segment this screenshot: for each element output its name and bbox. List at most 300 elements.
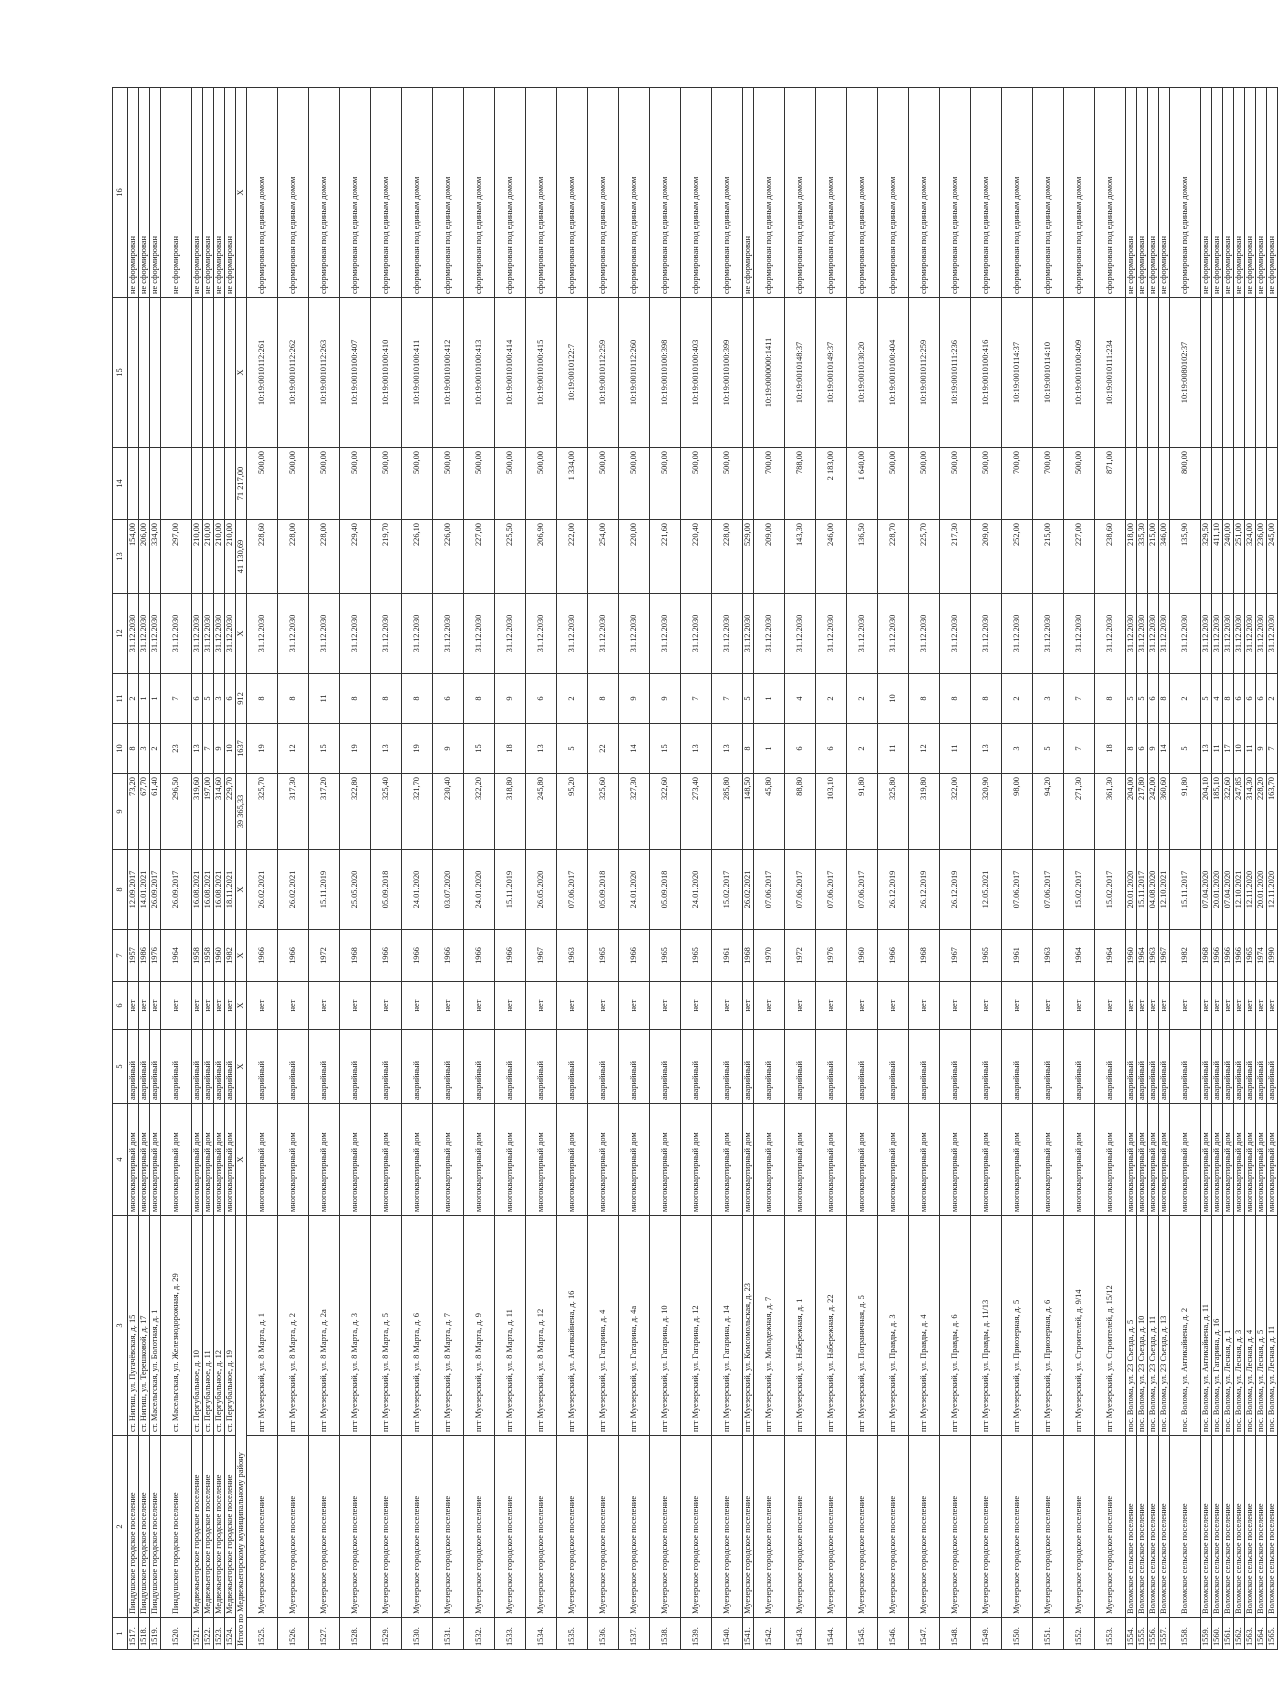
table-cell: 31.12.2030 bbox=[816, 594, 847, 674]
table-cell: 7 bbox=[161, 674, 192, 724]
table-cell: 500,00 bbox=[371, 448, 402, 520]
table-cell: аварийный bbox=[619, 1030, 650, 1104]
table-cell: аварийный bbox=[247, 1030, 278, 1104]
table-cell: Муезерское городское поселение bbox=[940, 1436, 971, 1618]
table-cell: 8 bbox=[909, 674, 940, 724]
table-cell: 210,00 bbox=[203, 520, 214, 594]
table-cell bbox=[192, 298, 203, 448]
table-cell: 1960 bbox=[847, 930, 878, 982]
table-cell: многоквартирный дом bbox=[495, 1104, 526, 1216]
rotated-register-page bbox=[112, 88, 1276, 1650]
table-cell: Муезерское городское поселение bbox=[1033, 1436, 1064, 1618]
table-cell: 1972 bbox=[785, 930, 816, 982]
table-cell bbox=[1245, 298, 1256, 448]
table-cell: аварийный bbox=[557, 1030, 588, 1104]
table-cell: 26.09.2017 bbox=[161, 850, 192, 930]
table-cell: X bbox=[236, 88, 247, 298]
table-cell: 07.06.2017 bbox=[754, 850, 785, 930]
table-cell: 1547. bbox=[909, 1618, 940, 1650]
table-cell: 31.12.2030 bbox=[526, 594, 557, 674]
table-row bbox=[909, 88, 940, 1650]
table-cell: многоквартирный дом bbox=[526, 1104, 557, 1216]
table-cell: 10 bbox=[878, 674, 909, 724]
table-cell: пгт Муезерский, ул. Гагарина, д. 10 bbox=[650, 1216, 681, 1436]
table-row bbox=[754, 88, 785, 1650]
table-cell: 1967 bbox=[1159, 930, 1170, 982]
table-cell: пос. Волома, ул. Лесная, д. 3 bbox=[1234, 1216, 1245, 1436]
table-cell: Воломское сельское поселение bbox=[1267, 1436, 1278, 1618]
table-cell: 361,30 bbox=[1095, 774, 1126, 850]
table-cell: 1551. bbox=[1033, 1618, 1064, 1650]
table-cell: 317,30 bbox=[278, 774, 309, 850]
table-cell: 1526. bbox=[278, 1618, 309, 1650]
table-cell: 31.12.2030 bbox=[847, 594, 878, 674]
table-cell: 31.12.2030 bbox=[1095, 594, 1126, 674]
table-cell: аварийный bbox=[1267, 1030, 1278, 1104]
table-cell: 1964 bbox=[1095, 930, 1126, 982]
table-cell: 500,00 bbox=[526, 448, 557, 520]
table-cell: 10:19:0010114:10 bbox=[1033, 298, 1064, 448]
table-cell: 1555. bbox=[1137, 1618, 1148, 1650]
table-cell: не сформирован bbox=[1256, 88, 1267, 298]
table-cell: пгт Муезерский, ул. 8 Марта, д. 9 bbox=[464, 1216, 495, 1436]
table-cell: многоквартирный дом bbox=[971, 1104, 1002, 1216]
table-cell: 6 bbox=[526, 674, 557, 724]
table-cell: пгт Муезерский, ул. Гагарина, д. 4а bbox=[619, 1216, 650, 1436]
table-cell: 6 bbox=[225, 674, 236, 724]
table-cell: 31.12.2030 bbox=[909, 594, 940, 674]
table-row bbox=[1095, 88, 1126, 1650]
table-cell: 91,80 bbox=[847, 774, 878, 850]
table-cell: не сформирован bbox=[1212, 88, 1223, 298]
table-cell: 31.12.2030 bbox=[1223, 594, 1234, 674]
table-cell: 1517. bbox=[128, 1618, 139, 1650]
table-cell: аварийный bbox=[139, 1030, 150, 1104]
table-cell: 1966 bbox=[1234, 930, 1245, 982]
table-cell: 228,20 bbox=[1256, 774, 1267, 850]
table-row bbox=[743, 88, 754, 1650]
table-cell: нет bbox=[1126, 982, 1137, 1030]
table-cell: 31.12.2030 bbox=[1234, 594, 1245, 674]
table-cell: 26.02.2021 bbox=[278, 850, 309, 930]
table-cell: X bbox=[236, 298, 247, 448]
table-cell bbox=[139, 298, 150, 448]
table-cell: нет bbox=[557, 982, 588, 1030]
table-cell: не сформирован bbox=[214, 88, 225, 298]
table-cell: 9 bbox=[650, 674, 681, 724]
table-cell: аварийный bbox=[464, 1030, 495, 1104]
table-cell: 1554. bbox=[1126, 1618, 1137, 1650]
table-cell: 1965 bbox=[681, 930, 712, 982]
table-cell: 10:19:0010100:399 bbox=[712, 298, 743, 448]
table-cell: 10:19:0010112:259 bbox=[588, 298, 619, 448]
table-cell: Пиндушское городское поселение bbox=[161, 1436, 192, 1618]
table-cell: 1982 bbox=[225, 930, 236, 982]
column-number-1: 1 bbox=[113, 1618, 128, 1650]
table-cell: 204,00 bbox=[1126, 774, 1137, 850]
table-cell: 05.09.2018 bbox=[588, 850, 619, 930]
table-cell: 31.12.2030 bbox=[247, 594, 278, 674]
table-cell: 788,00 bbox=[785, 448, 816, 520]
table-cell: 1 bbox=[754, 724, 785, 774]
table-cell: многоквартирный дом bbox=[650, 1104, 681, 1216]
table-cell bbox=[1234, 448, 1245, 520]
table-cell: нет bbox=[340, 982, 371, 1030]
table-cell: аварийный bbox=[309, 1030, 340, 1104]
table-cell: X bbox=[236, 930, 247, 982]
table-cell: Медвежьегорское городское поселение bbox=[192, 1436, 203, 1618]
table-cell: 31.12.2030 bbox=[495, 594, 526, 674]
table-cell: пгт Муезерский, ул. Антикайнена, д. 16 bbox=[557, 1216, 588, 1436]
table-cell: 1520. bbox=[161, 1618, 192, 1650]
table-cell: Муезерское городское поселение bbox=[785, 1436, 816, 1618]
table-cell: аварийный bbox=[878, 1030, 909, 1104]
table-cell: 322,60 bbox=[1223, 774, 1234, 850]
table-cell: сформирован под единым домом bbox=[681, 88, 712, 298]
table-cell: пос. Волома, ул. 23 Съезда, д. 10 bbox=[1137, 1216, 1148, 1436]
table-row bbox=[847, 88, 878, 1650]
table-cell bbox=[1201, 298, 1212, 448]
table-cell: сформирован под единым домом bbox=[1095, 88, 1126, 298]
table-cell: 20.01.2020 bbox=[1256, 850, 1267, 930]
table-cell: 1559. bbox=[1201, 1618, 1212, 1650]
table-cell: сформирован под единым домом bbox=[909, 88, 940, 298]
table-cell: многоквартирный дом bbox=[214, 1104, 225, 1216]
table-cell: многоквартирный дом bbox=[192, 1104, 203, 1216]
table-cell: 1540. bbox=[712, 1618, 743, 1650]
table-cell: 1536. bbox=[588, 1618, 619, 1650]
table-cell: 10:19:0010100:415 bbox=[526, 298, 557, 448]
table-cell: не сформирован bbox=[1148, 88, 1159, 298]
table-cell: 1637 bbox=[236, 724, 247, 774]
table-cell: 24.01.2020 bbox=[464, 850, 495, 930]
table-cell: не сформирован bbox=[139, 88, 150, 298]
table-cell: 2 bbox=[1267, 674, 1278, 724]
table-cell: 8 bbox=[743, 724, 754, 774]
table-cell: 1967 bbox=[940, 930, 971, 982]
table-cell: нет bbox=[214, 982, 225, 1030]
table-cell: аварийный bbox=[847, 1030, 878, 1104]
table-cell: многоквартирный дом bbox=[1223, 1104, 1234, 1216]
table-cell: многоквартирный дом bbox=[785, 1104, 816, 1216]
table-cell: сформирован под единым домом bbox=[526, 88, 557, 298]
table-cell: 13 bbox=[371, 724, 402, 774]
table-cell: Муезерское городское поселение bbox=[847, 1436, 878, 1618]
table-cell: 31.12.2030 bbox=[225, 594, 236, 674]
table-cell: многоквартирный дом bbox=[1170, 1104, 1201, 1216]
table-cell: 10:19:0010114:37 bbox=[1002, 298, 1033, 448]
table-cell: 3 bbox=[1033, 674, 1064, 724]
table-cell bbox=[203, 298, 214, 448]
table-cell: многоквартирный дом bbox=[754, 1104, 785, 1216]
table-cell: 1523. bbox=[214, 1618, 225, 1650]
table-cell: нет bbox=[247, 982, 278, 1030]
table-cell bbox=[1137, 298, 1148, 448]
table-cell: 07.06.2017 bbox=[557, 850, 588, 930]
table-cell: 31.12.2030 bbox=[1201, 594, 1212, 674]
table-cell: многоквартирный дом bbox=[340, 1104, 371, 1216]
column-number-8: 8 bbox=[113, 850, 128, 930]
table-cell: 324,00 bbox=[1245, 520, 1256, 594]
table-cell: 210,00 bbox=[192, 520, 203, 594]
table-cell: 1965 bbox=[650, 930, 681, 982]
table-cell: сформирован под единым домом bbox=[1002, 88, 1033, 298]
table-cell: 1961 bbox=[1002, 930, 1033, 982]
table-cell: Муезерское городское поселение bbox=[878, 1436, 909, 1618]
table-row bbox=[681, 88, 712, 1650]
table-cell: 07.06.2017 bbox=[816, 850, 847, 930]
table-cell: 103,10 bbox=[816, 774, 847, 850]
table-cell: Муезерское городское поселение bbox=[816, 1436, 847, 1618]
table-cell: пгт Муезерский, ул. 8 Марта, д. 2а bbox=[309, 1216, 340, 1436]
table-cell: X bbox=[236, 594, 247, 674]
table-cell: 07.06.2017 bbox=[1033, 850, 1064, 930]
table-cell: 26.02.2021 bbox=[247, 850, 278, 930]
table-cell: 31.12.2030 bbox=[278, 594, 309, 674]
table-cell: нет bbox=[309, 982, 340, 1030]
table-cell: 1539. bbox=[681, 1618, 712, 1650]
table-cell: 1968 bbox=[1201, 930, 1212, 982]
table-cell: многоквартирный дом bbox=[940, 1104, 971, 1216]
table-cell: нет bbox=[847, 982, 878, 1030]
table-cell: многоквартирный дом bbox=[557, 1104, 588, 1216]
table-cell: пгт Муезерский, ул. Приозерная, д. 5 bbox=[1002, 1216, 1033, 1436]
table-cell: многоквартирный дом bbox=[909, 1104, 940, 1216]
table-cell: 135,90 bbox=[1170, 520, 1201, 594]
table-row bbox=[203, 88, 214, 1650]
table-cell: Муезерское городское поселение bbox=[433, 1436, 464, 1618]
table-cell: 1986 bbox=[139, 930, 150, 982]
table-cell: пгт Муезерский, ул. Набережная, д. 1 bbox=[785, 1216, 816, 1436]
table-cell: 1968 bbox=[743, 930, 754, 982]
table-row bbox=[1126, 88, 1137, 1650]
table-cell: нет bbox=[1148, 982, 1159, 1030]
table-cell: 204,10 bbox=[1201, 774, 1212, 850]
table-cell: не сформирован bbox=[1223, 88, 1234, 298]
table-cell: 31.12.2030 bbox=[557, 594, 588, 674]
table-row bbox=[1234, 88, 1245, 1650]
table-cell bbox=[1126, 298, 1137, 448]
table-cell: сформирован под единым домом bbox=[816, 88, 847, 298]
table-cell: 1966 bbox=[878, 930, 909, 982]
table-cell: 4 bbox=[785, 674, 816, 724]
table-cell: 31.12.2030 bbox=[340, 594, 371, 674]
table-cell: не сформирован bbox=[225, 88, 236, 298]
table-cell: 8 bbox=[247, 674, 278, 724]
table-cell: аварийный bbox=[1170, 1030, 1201, 1104]
table-cell: 500,00 bbox=[340, 448, 371, 520]
table-cell: Муезерское городское поселение bbox=[650, 1436, 681, 1618]
table-cell: аварийный bbox=[150, 1030, 161, 1104]
table-cell: аварийный bbox=[203, 1030, 214, 1104]
table-cell: 1530. bbox=[402, 1618, 433, 1650]
table-cell: 22 bbox=[588, 724, 619, 774]
table-cell: 31.12.2030 bbox=[128, 594, 139, 674]
table-row bbox=[150, 88, 161, 1650]
table-cell: 26.12.2019 bbox=[909, 850, 940, 930]
table-cell: 16.08.2021 bbox=[214, 850, 225, 930]
column-number-6: 6 bbox=[113, 982, 128, 1030]
table-cell: аварийный bbox=[192, 1030, 203, 1104]
table-cell: нет bbox=[526, 982, 557, 1030]
table-cell: 12 bbox=[278, 724, 309, 774]
table-cell: ст. Масельгская, ул. Болотная, д. 1 bbox=[150, 1216, 161, 1436]
table-cell: сформирован под единым домом bbox=[278, 88, 309, 298]
table-cell: 15.11.2019 bbox=[495, 850, 526, 930]
table-row bbox=[878, 88, 909, 1650]
table-cell: 26.02.2021 bbox=[743, 850, 754, 930]
table-cell: аварийный bbox=[909, 1030, 940, 1104]
table-cell: Пиндушское городское поселение bbox=[128, 1436, 139, 1618]
table-cell: 10:19:0010100:398 bbox=[650, 298, 681, 448]
table-cell: 500,00 bbox=[712, 448, 743, 520]
table-cell: Муезерское городское поселение bbox=[588, 1436, 619, 1618]
table-cell: 1967 bbox=[526, 930, 557, 982]
table-row bbox=[214, 88, 225, 1650]
table-cell: 31.12.2030 bbox=[712, 594, 743, 674]
table-cell: 500,00 bbox=[464, 448, 495, 520]
table-cell: пос. Волома, ул. Лесная, д. 4 bbox=[1245, 1216, 1256, 1436]
table-cell: нет bbox=[1212, 982, 1223, 1030]
table-cell: 222,00 bbox=[557, 520, 588, 594]
table-cell: 1972 bbox=[309, 930, 340, 982]
table-cell: 500,00 bbox=[940, 448, 971, 520]
table-cell: Воломское сельское поселение bbox=[1137, 1436, 1148, 1618]
table-cell: 9 bbox=[214, 724, 225, 774]
table-cell: 11 bbox=[309, 674, 340, 724]
table-cell: 325,70 bbox=[247, 774, 278, 850]
table-cell: 88,80 bbox=[785, 774, 816, 850]
table-cell: 242,00 bbox=[1148, 774, 1159, 850]
table-cell: 13 bbox=[712, 724, 743, 774]
table-cell bbox=[128, 298, 139, 448]
table-cell: многоквартирный дом bbox=[1201, 1104, 1212, 1216]
table-cell: 245,00 bbox=[1267, 520, 1278, 594]
table-cell: 5 bbox=[1033, 724, 1064, 774]
table-cell: 31.12.2030 bbox=[214, 594, 225, 674]
table-cell: пос. Волома, ул. 23 Съезда, д. 11 bbox=[1148, 1216, 1159, 1436]
table-cell: 1965 bbox=[1245, 930, 1256, 982]
table-cell: 15 bbox=[464, 724, 495, 774]
table-cell: 197,00 bbox=[203, 774, 214, 850]
table-cell: многоквартирный дом bbox=[1033, 1104, 1064, 1216]
table-cell: 15.11.2017 bbox=[1137, 850, 1148, 930]
table-cell: 2 bbox=[816, 674, 847, 724]
table-cell: 16.08.2021 bbox=[203, 850, 214, 930]
table-cell bbox=[1137, 448, 1148, 520]
table-cell: 07.04.2020 bbox=[1201, 850, 1212, 930]
table-cell: многоквартирный дом bbox=[1212, 1104, 1223, 1216]
total-label-cell: Итого по Медвежьегорскому муниципальному району bbox=[236, 1216, 247, 1650]
table-cell: 1538. bbox=[650, 1618, 681, 1650]
table-cell: 1963 bbox=[1148, 930, 1159, 982]
table-cell: 31.12.2030 bbox=[1245, 594, 1256, 674]
table-cell: многоквартирный дом bbox=[433, 1104, 464, 1216]
table-cell: 1964 bbox=[1064, 930, 1095, 982]
table-row bbox=[340, 88, 371, 1650]
table-cell: 320,90 bbox=[971, 774, 1002, 850]
table-cell: многоквартирный дом bbox=[150, 1104, 161, 1216]
table-cell: Муезерское городское поселение bbox=[402, 1436, 433, 1618]
table-cell: 912 bbox=[236, 674, 247, 724]
table-cell: 7 bbox=[203, 724, 214, 774]
table-cell: 221,60 bbox=[650, 520, 681, 594]
table-cell: нет bbox=[371, 982, 402, 1030]
table-row bbox=[1137, 88, 1148, 1650]
total-row bbox=[236, 88, 247, 1650]
table-cell: многоквартирный дом bbox=[1159, 1104, 1170, 1216]
table-cell bbox=[1212, 298, 1223, 448]
table-cell: 10:19:0010112:262 bbox=[278, 298, 309, 448]
table-cell: пгт Муезерский, ул. Набережная, д. 22 bbox=[816, 1216, 847, 1436]
table-cell: нет bbox=[1201, 982, 1212, 1030]
table-cell bbox=[214, 448, 225, 520]
table-cell: 6 bbox=[192, 674, 203, 724]
table-cell: 91,80 bbox=[1170, 774, 1201, 850]
table-cell: Муезерское городское поселение bbox=[1095, 1436, 1126, 1618]
table-cell: 500,00 bbox=[402, 448, 433, 520]
table-cell: многоквартирный дом bbox=[619, 1104, 650, 1216]
table-cell: не сформирован bbox=[1234, 88, 1245, 298]
table-cell: многоквартирный дом bbox=[1137, 1104, 1148, 1216]
table-cell: 321,70 bbox=[402, 774, 433, 850]
table-cell: аварийный bbox=[161, 1030, 192, 1104]
table-cell: 18.11.2021 bbox=[225, 850, 236, 930]
table-cell: 209,00 bbox=[971, 520, 1002, 594]
table-cell: нет bbox=[433, 982, 464, 1030]
table-cell: ст. Масельгская, ул. Железнодорожная, д. 29 bbox=[161, 1216, 192, 1436]
table-cell: 19 bbox=[247, 724, 278, 774]
table-cell: 67,70 bbox=[139, 774, 150, 850]
table-cell: сформирован под единым домом bbox=[971, 88, 1002, 298]
table-cell: пгт Муезерский, ул. Строителей, д. 9/14 bbox=[1064, 1216, 1095, 1436]
table-cell: 10:19:0010100:409 bbox=[1064, 298, 1095, 448]
table-cell: 10:19:0010112:259 bbox=[909, 298, 940, 448]
table-cell: 238,60 bbox=[1095, 520, 1126, 594]
table-cell: 10:19:0010100:413 bbox=[464, 298, 495, 448]
table-row bbox=[433, 88, 464, 1650]
table-cell: 10:19:0010100:416 bbox=[971, 298, 1002, 448]
table-cell: Воломское сельское поселение bbox=[1212, 1436, 1223, 1618]
table-cell: 1532. bbox=[464, 1618, 495, 1650]
table-cell: аварийный bbox=[1064, 1030, 1095, 1104]
table-cell: нет bbox=[225, 982, 236, 1030]
table-cell: 13 bbox=[971, 724, 1002, 774]
table-row bbox=[557, 88, 588, 1650]
table-cell: 07.06.2017 bbox=[847, 850, 878, 930]
table-cell: 5 bbox=[203, 674, 214, 724]
table-cell: 31.12.2030 bbox=[1126, 594, 1137, 674]
table-cell: аварийный bbox=[214, 1030, 225, 1104]
table-cell: 8 bbox=[1159, 674, 1170, 724]
table-cell: 1541. bbox=[743, 1618, 754, 1650]
table-cell: 245,80 bbox=[526, 774, 557, 850]
table-cell: 26.05.2020 bbox=[526, 850, 557, 930]
table-cell: 136,50 bbox=[847, 520, 878, 594]
table-cell: ст. Пергубальное, д. 12 bbox=[214, 1216, 225, 1436]
table-cell: 1 640,00 bbox=[847, 448, 878, 520]
table-cell: 314,60 bbox=[214, 774, 225, 850]
table-cell: сформирован под единым домом bbox=[309, 88, 340, 298]
table-cell: 218,00 bbox=[1126, 520, 1137, 594]
table-cell bbox=[214, 298, 225, 448]
table-cell: 10:19:0080102:37 bbox=[1170, 298, 1201, 448]
table-cell: 1521. bbox=[192, 1618, 203, 1650]
table-cell: многоквартирный дом bbox=[128, 1104, 139, 1216]
table-cell bbox=[1201, 448, 1212, 520]
table-cell: нет bbox=[681, 982, 712, 1030]
table-cell: 1546. bbox=[878, 1618, 909, 1650]
